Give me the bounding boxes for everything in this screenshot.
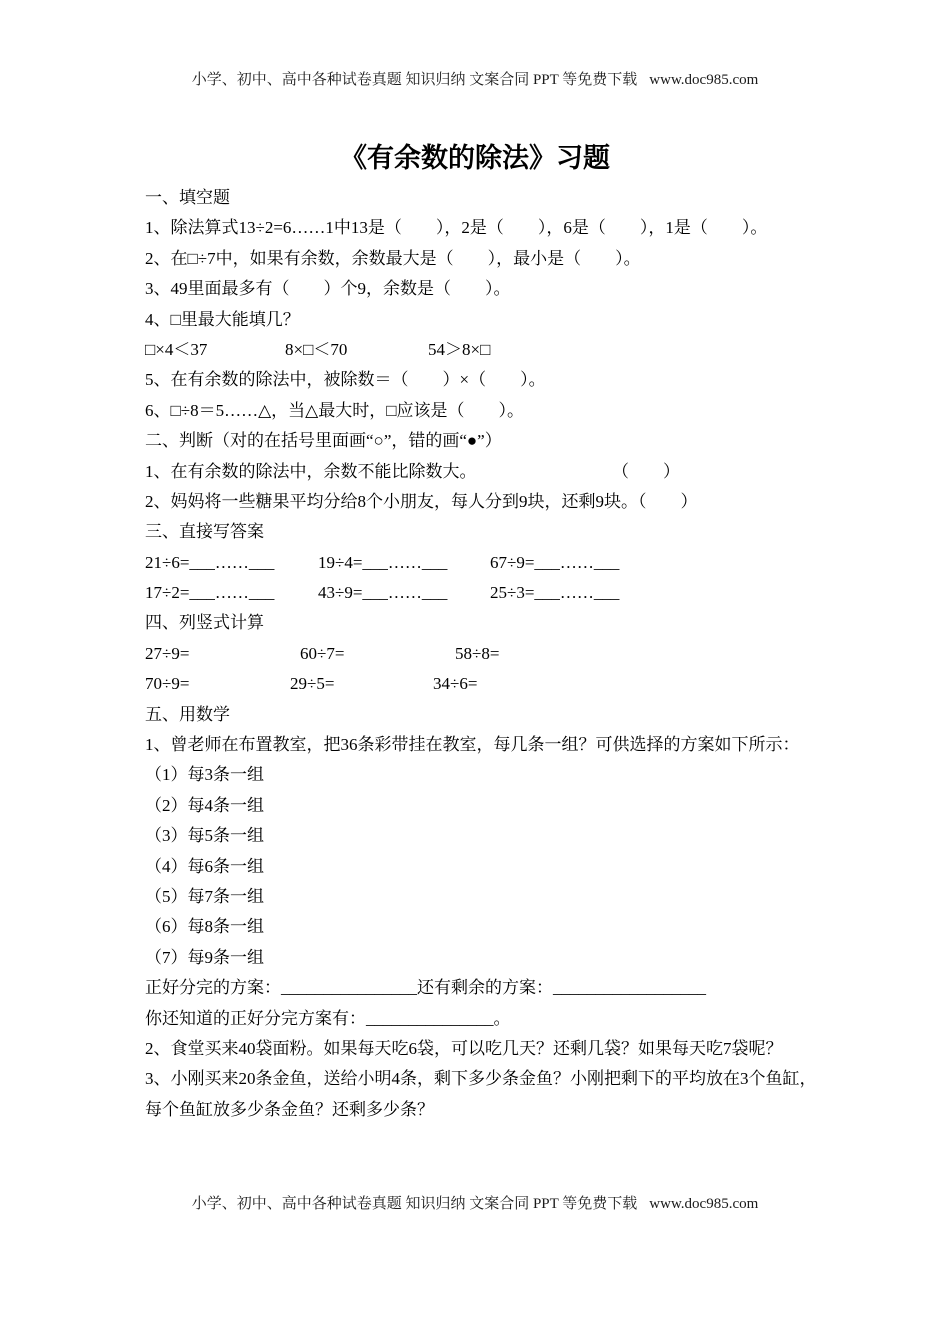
page-header <box>0 68 950 89</box>
doc-cell: 29÷5= <box>290 674 335 694</box>
doc-line: （1）每3条一组 <box>145 765 264 785</box>
doc-line: 2、在□÷7中，如果有余数，余数最大是（ ），最小是（ ）。 <box>145 248 641 268</box>
doc-cell: 70÷9= <box>145 674 190 694</box>
doc-row <box>145 578 817 608</box>
doc-line: （2）每4条一组 <box>145 795 264 815</box>
doc-line: 4、□里最大能填几？ <box>145 309 300 329</box>
footer-site-url: www.doc985.com <box>649 1196 759 1212</box>
doc-row <box>145 335 817 365</box>
doc-row <box>145 669 817 699</box>
page-title: 《有余数的除法》习题 <box>340 143 610 173</box>
doc-cell: 58÷8= <box>455 643 500 663</box>
doc-row <box>145 548 817 578</box>
doc-cell: 67÷9=___……___ <box>490 552 620 572</box>
doc-cell: □×4＜37 <box>145 339 208 359</box>
footer-promo-text: 小学、初中、高中各种试卷真题 知识归纳 文案合同 PPT 等免费下载 <box>191 1196 638 1212</box>
doc-line: 3、49里面最多有（ ）个9，余数是（ ）。 <box>145 279 511 299</box>
doc-cell: 1、在有余数的除法中，余数不能比除数大。 <box>145 461 477 481</box>
doc-line: 你还知道的正好分完方案有：_______________。 <box>145 1008 511 1028</box>
doc-line: 四、列竖式计算 <box>145 613 264 633</box>
doc-line: 1、除法算式13÷2=6……1中13是（ ），2是（ ），6是（ ），1是（ ）。 <box>145 218 768 238</box>
doc-row <box>145 639 817 669</box>
doc-cell: 25÷3=___……___ <box>490 583 620 603</box>
doc-cell: 27÷9= <box>145 643 190 663</box>
doc-line: 正好分完的方案：________________还有剩余的方案：__________________ <box>145 978 706 998</box>
doc-line: （7）每9条一组 <box>145 947 264 967</box>
doc-line: 5、在有余数的除法中，被除数＝（ ）×（ ）。 <box>145 370 546 390</box>
page-footer <box>0 1192 950 1213</box>
doc-line: 三、直接写答案 <box>145 522 264 542</box>
doc-line: 1、曾老师在布置教室，把36条彩带挂在教室，每几条一组？可供选择的方案如下所示： <box>145 735 800 755</box>
doc-cell: 54＞8×□ <box>428 339 491 359</box>
doc-line: 6、□÷8＝5……△，当△最大时，□应该是（ ）。 <box>145 400 525 420</box>
doc-line: 2、妈妈将一些糖果平均分给8个小朋友，每人分到9块，还剩9块。（ ） <box>145 491 698 511</box>
doc-line: （5）每7条一组 <box>145 886 264 906</box>
doc-row <box>145 457 817 487</box>
doc-line: 五、用数学 <box>145 704 230 724</box>
doc-cell: （ ） <box>612 461 680 481</box>
doc-line: （4）每6条一组 <box>145 856 264 876</box>
header-site-url: www.doc985.com <box>649 72 759 88</box>
doc-cell: 43÷9=___……___ <box>318 583 448 603</box>
doc-line: 二、判断（对的在括号里面画“○”，错的画“●”） <box>145 431 502 451</box>
header-promo-text: 小学、初中、高中各种试卷真题 知识归纳 文案合同 PPT 等免费下载 <box>191 72 638 88</box>
doc-cell: 8×□＜70 <box>285 339 348 359</box>
doc-cell: 34÷6= <box>433 674 478 694</box>
doc-line: 2、食堂买来40袋面粉。如果每天吃6袋，可以吃几天？还剩几袋？如果每天吃7袋呢？ <box>145 1038 783 1058</box>
doc-line: 一、填空题 <box>145 188 230 207</box>
doc-line: 3、小刚买来20条金鱼，送给小明4条，剩下多少条金鱼？小刚把剩下的平均放在3个鱼缸， <box>145 1069 817 1089</box>
doc-cell: 19÷4=___……___ <box>318 552 448 572</box>
doc-body <box>145 183 817 1125</box>
doc-line: 每个鱼缸放多少条金鱼？还剩多少条？ <box>145 1099 434 1119</box>
doc-cell: 21÷6=___……___ <box>145 552 275 572</box>
doc-cell: 60÷7= <box>300 643 345 663</box>
doc-line: （3）每5条一组 <box>145 826 264 846</box>
doc-line: （6）每8条一组 <box>145 917 264 937</box>
doc-cell: 17÷2=___……___ <box>145 583 275 603</box>
